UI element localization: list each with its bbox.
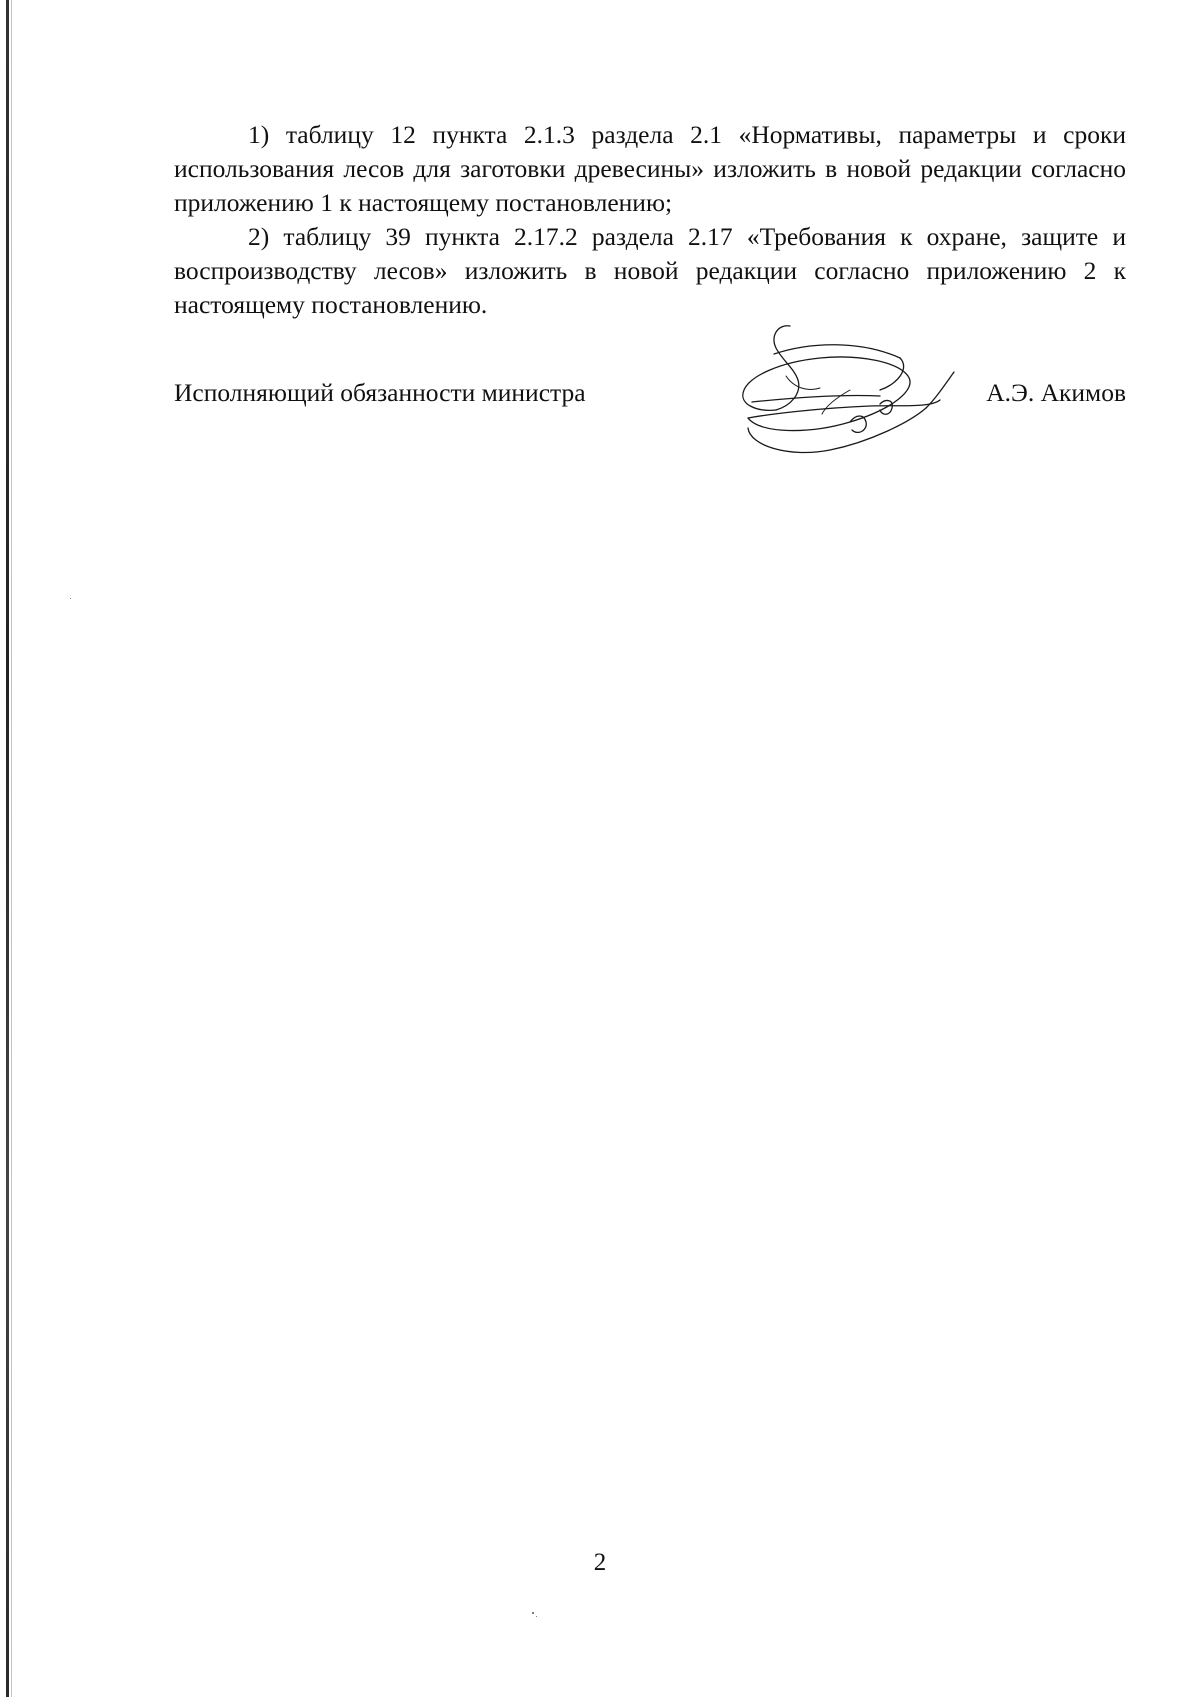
body-text [174, 118, 1126, 322]
signature-block [174, 376, 1126, 416]
scan-speck [532, 1612, 534, 1614]
scan-edge-shadow [11, 0, 12, 1697]
handwritten-signature [730, 318, 975, 488]
position-title: Исполняющий обязанности министра [174, 378, 586, 407]
paragraph-item-2: 2) таблицу 39 пункта 2.17.2 раздела 2.17 «Требования к охране, защите и воспроизводству лесов» изложить в новой редакции согласно приложению 2 к настоящему постановлению. [174, 222, 1126, 319]
scan-edge-line [6, 0, 9, 1697]
paragraph-item-1: 1) таблицу 12 пункта 2.1.3 раздела 2.1 «Нормативы, параметры и сроки использования лесов для заготовки древесины» изложить в новой редакции согласно приложению 1 к настоящему постановлению; [174, 120, 1126, 217]
scan-speck [536, 1616, 537, 1617]
scan-speck [70, 598, 71, 599]
page-number: 2 [593, 1549, 607, 1576]
signer-name: А.Э. Акимов [986, 378, 1126, 407]
